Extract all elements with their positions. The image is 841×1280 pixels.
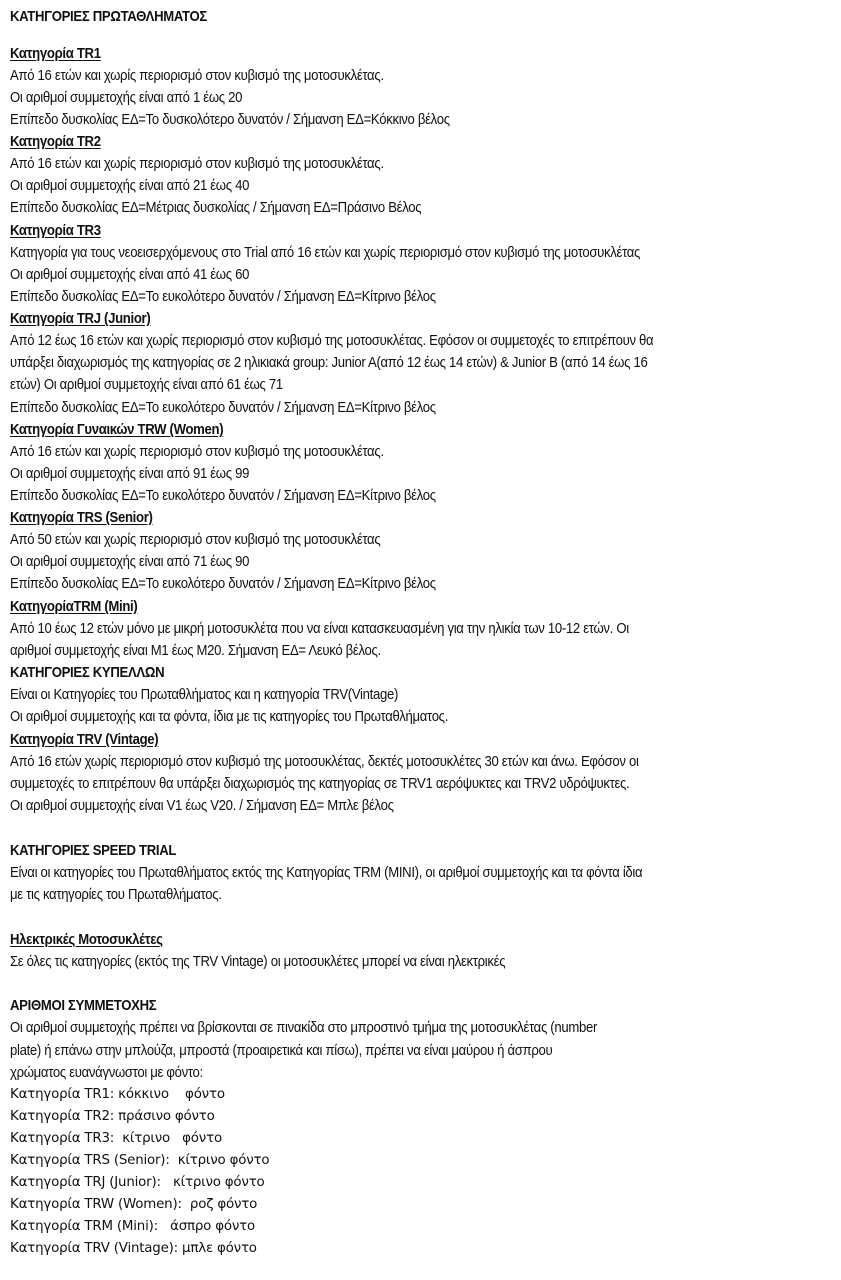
electric-heading: Ηλεκτρικές Μοτοσυκλέτες (10, 932, 163, 948)
category-line: αριθμοί συμμετοχής είναι Μ1 έως Μ20. Σήμανση ΕΔ= Λευκό βέλος. (10, 643, 381, 659)
category-line: Από 16 ετών και χωρίς περιορισμό στον κυβισμό της μοτοσυκλέτας. (10, 68, 384, 84)
cups-heading: ΚΑΤΗΓΟΡΙΕΣ ΚΥΠΕΛΛΩΝ (10, 665, 165, 681)
numbers-line: Οι αριθμοί συμμετοχής πρέπει να βρίσκονται σε πινακίδα στο μπροστινό τμήμα της μοτοσυκλέτας (number (10, 1020, 598, 1036)
background-item: Κατηγορία TRM (Mini): άσπρο φόντο (10, 1219, 255, 1234)
category-line: Οι αριθμοί συμμετοχής είναι από 91 έως 99 (10, 466, 250, 482)
background-item: Κατηγορία TRW (Women): ροζ φόντο (10, 1197, 258, 1212)
category-line: Οι αριθμοί συμμετοχής είναι από 41 έως 60 (10, 267, 250, 283)
category-title-trw: Κατηγορία Γυναικών TRW (Women) (10, 422, 224, 438)
cups-line: Οι αριθμοί συμμετοχής και τα φόντα, ίδια με τις κατηγορίες του Πρωταθλήματος. (10, 709, 449, 725)
category-line: συμμετοχές το επιτρέπουν θα υπάρξει διαχωρισμός της κατηγορίας σε TRV1 αερόψυκτες και TRV2 υδρόψυκτες. (10, 776, 630, 792)
category-line: Από 16 ετών και χωρίς περιορισμό στον κυβισμό της μοτοσυκλέτας. (10, 444, 384, 460)
background-item: Κατηγορία TR1: κόκκινο φόντο (10, 1087, 225, 1102)
category-line: Επίπεδο δυσκολίας ΕΔ=Το δυσκολότερο δυνατόν / Σήμανση ΕΔ=Κόκκινο βέλος (10, 112, 450, 128)
category-line: Επίπεδο δυσκολίας ΕΔ=Το ευκολότερο δυνατόν / Σήμανση ΕΔ=Κίτρινο βέλος (10, 576, 436, 592)
category-line: υπάρξει διαχωρισμός της κατηγορίας σε 2 ηλικιακά group: Junior A(από 12 έως 14 ετών) & Junior B (από 14 έως 16 (10, 355, 648, 371)
category-line: Επίπεδο δυσκολίας ΕΔ=Μέτριας δυσκολίας / Σήμανση ΕΔ=Πράσινο Βέλος (10, 200, 422, 216)
category-line: Από 10 έως 12 ετών μόνο με μικρή μοτοσυκλέτα που να είναι κατασκευασμένη για την ηλικία των 10-12 ετών. Οι (10, 621, 629, 637)
category-title-trv: Κατηγορία TRV (Vintage) (10, 732, 159, 748)
category-title-trm: ΚατηγορίαTRM (Mini) (10, 599, 138, 615)
category-line: Επίπεδο δυσκολίας ΕΔ=Το ευκολότερο δυνατόν / Σήμανση ΕΔ=Κίτρινο βέλος (10, 400, 436, 416)
speed-trial-heading: ΚΑΤΗΓΟΡΙΕΣ SPEED TRIAL (10, 843, 177, 859)
category-line: Επίπεδο δυσκολίας ΕΔ=Το ευκολότερο δυνατόν / Σήμανση ΕΔ=Κίτρινο βέλος (10, 289, 436, 305)
category-line: Από 50 ετών και χωρίς περιορισμό στον κυβισμό της μοτοσυκλέτας (10, 532, 381, 548)
category-title-tr2: Κατηγορία TR2 (10, 134, 101, 150)
background-item: Κατηγορία TR2: πράσινο φόντο (10, 1109, 215, 1124)
numbers-heading: ΑΡΙΘΜΟΙ ΣΥΜΜΕΤΟΧΗΣ (10, 998, 157, 1014)
background-item: Κατηγορία TRS (Senior): κίτρινο φόντο (10, 1153, 270, 1168)
numbers-line: plate) ή επάνω στην μπλούζα, μπροστά (προαιρετικά και πίσω), πρέπει να είναι μαύρου ή άσπρου (10, 1043, 553, 1059)
category-title-tr1: Κατηγορία TR1 (10, 46, 101, 62)
category-line: Οι αριθμοί συμμετοχής είναι από 21 έως 40 (10, 178, 250, 194)
category-line: Επίπεδο δυσκολίας ΕΔ=Το ευκολότερο δυνατόν / Σήμανση ΕΔ=Κίτρινο βέλος (10, 488, 436, 504)
category-line: ετών) Οι αριθμοί συμμετοχής είναι από 61 έως 71 (10, 377, 283, 393)
category-line: Από 16 ετών χωρίς περιορισμό στον κυβισμό της μοτοσυκλέτας, δεκτές μοτοσυκλέτες 30 ετών και άνω. Εφόσον οι (10, 754, 639, 770)
cups-line: Είναι οι Κατηγορίες του Πρωταθλήματος και η κατηγορία TRV(Vintage) (10, 687, 399, 703)
category-line: Από 12 έως 16 ετών και χωρίς περιορισμό στον κυβισμό της μοτοσυκλέτας. Εφόσον οι συμμετοχές το επιτρέπουν θα (10, 333, 654, 349)
category-title-trs: Κατηγορία TRS (Senior) (10, 510, 153, 526)
speed-trial-line: με τις κατηγορίες του Πρωταθλήματος. (10, 887, 222, 903)
category-line: Οι αριθμοί συμμετοχής είναι από 1 έως 20 (10, 90, 243, 106)
championship-heading: ΚΑΤΗΓΟΡΙΕΣ ΠΡΩΤΑΘΛΗΜΑΤΟΣ (10, 9, 207, 25)
background-item: Κατηγορία TRV (Vintage): μπλε φόντο (10, 1241, 257, 1256)
electric-line: Σε όλες τις κατηγορίες (εκτός της TRV Vintage) οι μοτοσυκλέτες μπορεί να είναι ηλεκτρικές (10, 954, 506, 970)
background-item: Κατηγορία TR3: κίτρινο φόντο (10, 1131, 222, 1146)
category-line: Από 16 ετών και χωρίς περιορισμό στον κυβισμό της μοτοσυκλέτας. (10, 156, 384, 172)
category-line: Κατηγορία για τους νεοεισερχόμενους στο Trial από 16 ετών και χωρίς περιορισμό στον κυβισμό της μοτοσυκλέτας (10, 245, 641, 261)
background-item: Κατηγορία TRJ (Junior): κίτρινο φόντο (10, 1175, 265, 1190)
category-title-tr3: Κατηγορία TR3 (10, 223, 101, 239)
speed-trial-line: Είναι οι κατηγορίες του Πρωταθλήματος εκτός της Κατηγορίας TRM (MINI), οι αριθμοί συμμετοχής και τα φόντα ίδια (10, 865, 643, 881)
category-title-trj: Κατηγορία TRJ (Junior) (10, 311, 151, 327)
numbers-line: χρώματος ευανάγνωστοι με φόντο: (10, 1065, 203, 1081)
category-line: Οι αριθμοί συμμετοχής είναι από 71 έως 90 (10, 554, 250, 570)
category-line: Οι αριθμοί συμμετοχής είναι V1 έως V20. / Σήμανση ΕΔ= Μπλε βέλος (10, 798, 394, 814)
